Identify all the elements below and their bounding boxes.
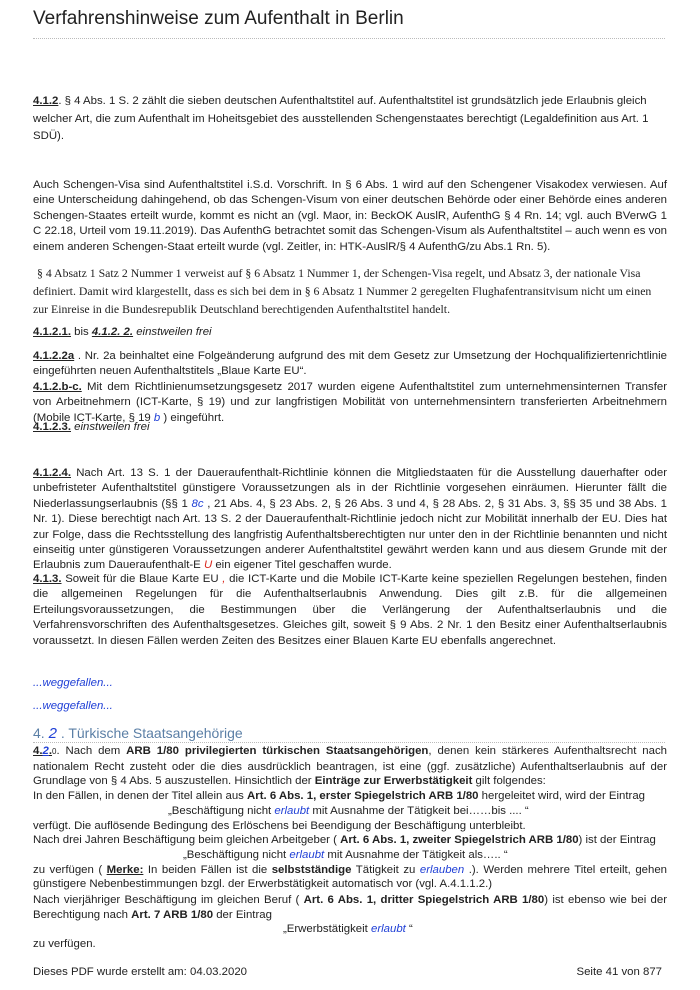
removed-section-2 [33, 699, 667, 714]
status-text: einstweilen frei [133, 326, 212, 338]
paragraph-4-2-0 [33, 744, 667, 892]
inserted-mark: 8c [191, 497, 204, 510]
entry-text: “ [405, 923, 413, 936]
paragraph-schengen-visa [33, 178, 667, 255]
entry-mark: erlauben [419, 863, 465, 876]
footer-page-number: Seite 41 von 877 [576, 966, 662, 978]
section-heading-tuerkische-staatsangehoerige [33, 725, 665, 743]
section-number: 4.1.2. 2. [91, 326, 134, 338]
emphasis-text: Einträge zur Erwerbstätigkeit [314, 775, 473, 788]
emphasis-text: ARB 1/80 privilegierten türkischen Staatsangehörigen [126, 745, 429, 757]
section-number: 4.1.2.4. [33, 467, 71, 479]
paragraph-text: verfügt. Die auflösende Bedingung des Erlöschens bei Beendigung der Beschäftigung unterbleibt. [33, 819, 526, 832]
paragraph-text: Nach vierjähriger Beschäftigung im gleichen Beruf ( [33, 894, 304, 906]
section-number: 4.1.2.b-c. [33, 380, 82, 393]
paragraph-text: In den Fällen, in denen der Titel allein aus [33, 790, 248, 803]
section-number: 4. [33, 745, 43, 757]
heading-text: . Türkische Staatsangehörige [60, 725, 243, 741]
paragraph-text: die ICT-Karte und die Mobile ICT-Karte keine speziellen Regelungen bestehen, finden die allgemeinen Regelungen für die Aufenthaltserlaubnis Anwendung. Dies gilt z.B. für die allgemeinen Erteilungsvoraussetzungen, die Bestimmungen über die Verlängerung der Aufenthaltserlaubnis und die Verfahrensvorschriften des Aufenthaltsgesetzes. Gleiches gilt, soweit § 9 Abs. 2 Nr. 1 den Besitz einer Aufenthaltserlaubnis voraussetzt. In diesen Fällen werden Zeiten des Besitzes einer Blauen Karte EU ebenfalls angerechnet. [33, 573, 667, 647]
emphasis-text: Art. 6 Abs. 1, dritter Spiegelstrich ARB 1/80 [303, 894, 545, 906]
paragraph-4-1-2-3 [33, 420, 667, 435]
section-number: 4.1.2 [33, 95, 59, 107]
paragraph-text: der Eintrag [213, 908, 272, 921]
paragraph-4-1-2-1 [33, 325, 667, 340]
emphasis-text: selbstständige [271, 863, 352, 876]
paragraph-4-1-2-2a [33, 349, 667, 426]
paragraph-text: . Nach dem [56, 745, 127, 757]
paragraph-text: Nach drei Jahren Beschäftigung beim gleichen Arbeitgeber ( [33, 834, 341, 847]
section-number-sub: 0 [52, 747, 57, 756]
paragraph-4-1-2 [33, 93, 667, 146]
section-number: . [48, 745, 53, 757]
paragraph-text: zu verfügen. [33, 938, 96, 951]
page-title: Verfahrenshinweise zum Aufenthalt in Berlin [33, 8, 404, 29]
paragraph-text: Auch Schengen-Visa sind Aufenthaltstitel i.S.d. Vorschrift. In § 6 Abs. 1 wird auf den Schengener Visakodex verwiesen. Auf eine Unterscheidung dahingehend, ob das Schengen-Visum von einer deutschen Behörde oder einer Behörde eines anderen Schengen-Staates erteilt wurde, kommt es nicht an (vgl. Maor, in: BeckOK AuslR, AufenthG § 4 Rn. 14; vgl. auch BVerwG 1 C 22.18, Urteil vom 19.11.2019). Das AufenthG betrachtet somit das Schengen-Visum als Aufenthaltstitel – auch wenn es von einem anderen Schengen-Staat erteilt wurde (vgl. Zeitler, in: HTK-AuslR/§ 4 AufenthG/zu Abs.1 Rn. 5). [33, 179, 667, 253]
paragraph-text: , 21 Abs. 4, § 23 Abs. 2, § 26 Abs. 3 und 4, § 28 Abs. 2, § 31 Abs. 3, §§ 35 und 38 Abs. 1 Nr. 1). Diese berechtigt nach Art. 13 S. 2 der Daueraufenthalt-Richtlinie jedoch nicht zur Mobilität innerhalb der EU. Dies hat zur Folge, dass die Rechtsstellung des langfristig Aufenthaltsberechtigten nur unter den in der Richtlinie benannten und nicht einseitig unter günstigeren Voraussetzungen anderer Aufenthaltstitel gewährt werden kann und aus diesem Grunde mit der Erlaubnis zum Daueraufenthalt-E [33, 497, 667, 572]
paragraph-four-year-employment [33, 893, 667, 952]
entry-line-3 [33, 922, 667, 937]
paragraph-text: Mit dem Richtlinienumsetzungsgesetz 2017 wurden eigene Aufenthaltstitel zum unternehmensinternen Transfer von Arbeitnehmern (ICT-Karte, § 19) und zur langfristigen Mobilität von unternehmensintern transferierten Arbeitnehmern (Mobile ICT-Karte, § 19 [33, 380, 667, 424]
paragraph-text: In beiden Fällen ist die [143, 863, 272, 876]
entry-text: „Beschäftigung nicht [168, 804, 275, 817]
paragraph-text: ) eingeführt. [160, 411, 225, 424]
section-number: 4.1.3. [33, 573, 62, 585]
paragraph-text: § 4 Absatz 1 Satz 2 Nummer 1 verweist auf § 6 Absatz 1 Nummer 1, der Schengen-Visa regelt, und Absatz 3, der nationale Visa definiert. Damit wird klargestellt, dass es sich bei dem in § 6 Absatz 1 Nummer 2 geregelten Flughafentransitvisum nicht um einen zur Einreise in die Bundesrepublik Deutschland berechtigenden Aufenthaltstitel handelt. [33, 266, 652, 316]
paragraph-text: ) ist der Eintrag [578, 834, 656, 847]
paragraph-text: gilt folgendes: [472, 775, 546, 788]
entry-text: mit Ausnahme der Tätigkeit bei……bis .... “ [309, 804, 529, 817]
footer-created-date: Dieses PDF wurde erstellt am: 04.03.2020 [33, 966, 247, 978]
paragraph-text: Soweit für die Blaue Karte EU [61, 573, 223, 585]
connector-text: bis [71, 326, 92, 338]
entry-mark: erlaubt [371, 923, 406, 936]
inserted-mark: b [153, 411, 161, 424]
emphasis-text: Art. 6 Abs. 1, zweiter Spiegelstrich ARB 1/80 [340, 834, 579, 847]
entry-text: mit Ausnahme der Tätigkeit als….. “ [324, 848, 508, 861]
entry-text: „Beschäftigung nicht [183, 848, 290, 861]
inserted-mark: U [203, 559, 213, 572]
paragraph-text: hergeleitet wird, wird der Eintrag [478, 790, 646, 803]
emphasis-text: Art. 7 ARB 1/80 [131, 908, 214, 921]
section-number-mark: 2 [42, 745, 49, 757]
paragraph-4-1-2-4 [33, 466, 667, 574]
paragraph-text: ) ist ebenso wie bei der Berechtigung nach [33, 894, 667, 921]
paragraph-text: zu verfügen ( [33, 863, 107, 876]
paragraph-text: Tätigkeit zu [351, 863, 420, 876]
entry-text: „Erwerbstätigkeit [283, 923, 371, 936]
heading-number: 4. [33, 725, 45, 741]
entry-mark: erlaubt [274, 804, 310, 817]
entry-line-2 [33, 848, 667, 863]
heading-number-mark: 2 [48, 725, 57, 742]
entry-line-1 [33, 804, 667, 819]
emphasis-text: Art. 6 Abs. 1, erster Spiegelstrich ARB 1/80 [247, 790, 479, 803]
paragraph-text: Nach Art. 13 S. 1 der Daueraufenthalt-Richtlinie können die Mitgliedstaaten für die Ausstellung dauerhafter oder unbefristeter Aufenthaltstitel günstigere Voraussetzungen als in der Richtlinie vorgesehen einräumen. Hierunter fällt die Niederlassungserlaubnis (§§ 1 [33, 467, 667, 510]
paragraph-4-1-3 [33, 572, 667, 649]
removed-section-1 [33, 676, 667, 691]
status-text: einstweilen frei [71, 421, 150, 433]
page-header [33, 8, 665, 39]
inserted-mark: , [222, 573, 226, 585]
paragraph-text: .). Werden mehrere Titel erteilt, gehen günstigere Nebenbestimmungen bzgl. der Erwerbstätigkeit automatisch vor (vgl. A.4.1.1.2.) [33, 863, 667, 891]
entry-mark: erlaubt [289, 848, 325, 861]
section-number: 4.1.2.3. [33, 421, 71, 433]
section-number: 4.1.2.2a [33, 350, 75, 362]
removed-note: ...weggefallen... [33, 700, 113, 712]
emphasis-text: Merke: [106, 863, 144, 876]
paragraph-text: . § 4 Abs. 1 S. 2 zählt die sieben deutschen Aufenthaltstitel auf. Aufenthaltstitel ist grundsätzlich jede Erlaubnis gleich welcher Art, die zum Aufenthalt im Hoheitsgebiet des ausstellenden Schengenstaates berechtigt (Legaldefinition aus Art. 1 SDÜ). [33, 95, 649, 142]
paragraph-visa-clarification [33, 265, 667, 318]
removed-note: ...weggefallen... [33, 677, 113, 689]
paragraph-text: ein eigener Titel geschaffen wurde. [212, 559, 392, 572]
paragraph-text: . Nr. 2a beinhaltet eine Folgeänderung aufgrund des mit dem Gesetz zur Umsetzung der Hochqualifiziertenrichtlinie eingeführten neuen Aufenthaltstitels „Blaue Karte EU“. [33, 350, 667, 378]
section-number: 4.1.2.1. [33, 326, 71, 338]
paragraph-text: , denen kein stärkeres Aufenthaltsrecht nach nationalem Recht zusteht oder die dies ausdrücklich beantragen, ist eine (ggf. zusätzliche) Aufenthaltserlaubnis auf der Grundlage von § 4 Abs. 5 auszustellen. Hinsichtlich der [33, 745, 667, 788]
